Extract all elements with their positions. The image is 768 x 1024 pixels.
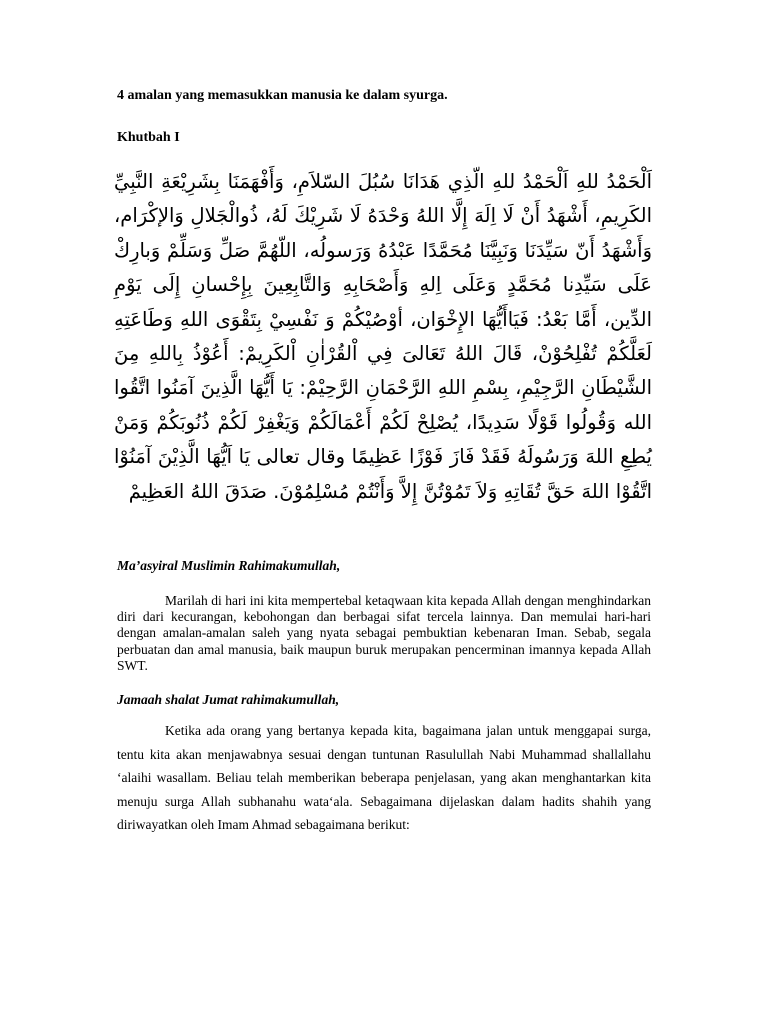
body-paragraph-1: Marilah di hari ini kita mempertebal ketaqwaan kita kepada Allah dengan menghindarkan diri dari kecurangan, kebohongan dan berbagai sifat tercela lainnya. Dan memulai hari-hari dengan amalan-amalan saleh yang nyata sebagai pembuktian kebenaran Iman. Sebab, segala perbuatan dan amal manusia, baik maupun buruk merupakan pencerminan imannya kepada Allah SWT. [117,593,651,673]
section-label: Khutbah I [117,130,180,145]
arabic-opening-text: اَلْحَمْدُ للهِ اَلْحَمْدُ للهِ الّذِي هَدَانَا سُبُلَ السّلاَمِ، وَأَفْهَمَنَا بِشَرِيْعَةِ النَّبِيِّ الكَرِيمِ، أَشْهَدُ أَنْ لَا اِلَهَ إِلَّا اللهُ وَحْدَهُ لَا شَرِيْكَ لَهُ، ذُوالْجَلالِ وَالإكْرَام، وَأَشْهَدُ أَنّ سَيِّدَنَا وَنَبِيَّنَا مُحَمَّدًا عَبْدُهُ وَرَسولُه، اللّهُمَّ صَلِّ وَسَلِّمْ وَبارِكْ عَلَى سَيِّدِنا مُحَمَّدٍ وَعَلَى اِلهِ وَأَصْحَابِهِ وَالتَّابِعِينَ بِإِحْسانِ إِلَى يَوْمِ الدِّين، أَمَّا بَعْدُ: فَيَاأَيُّهَا الإِخْوَان، أوْصُيْكُمْ وَ نَفْسِيْ بِتَقْوَى اللهِ وَطَاعَتِهِ لَعَلَّكُمْ تُفْلِحُوْنْ، قَالَ اللهُ تَعَالىَ فِي اْلقُرْاٰنِ اْلكَرِيمْ: أَعُوْذُ بِاللهِ مِنَ الشَّيْطَانِ الرَّجِيْمِ، بِسْمِ اللهِ الرَّحْمَانِ الرَّحِيْمْ: يَا أَيُّهَا الَّذِينَ آمَنُوا اتَّقُوا الله وَقُولُوا قَوْلًا سَدِيدًا، يُصْلِحْ لَكُمْ أَعْمَالَكُمْ وَيَغْفِرْ لَكُمْ ذُنُوبَكُمْ وَمَنْ يُطِعِ اللهَ وَرَسُولَهُ فَقَدْ فَازَ فَوْزًا عَظِيمًا وقال تعالى يَا اَيُّهَا الَّذِيْنَ آمَنُوْا اتَّقُوْا اللهَ حَقَّ تُقَاتِهِ وَلاَ تَمُوْتُنَّ إِلاَّ وَأَنْتُمْ مُسْلِمُوْنَ. صَدَقَ اللهُ العَظِيمْ [114,170,652,503]
body-paragraph-2: Ketika ada orang yang bertanya kepada kita, bagaimana jalan untuk menggapai surga, tentu kita akan menjawabnya sesuai dengan tuntunan Rasulullah Nabi Muhammad shallallahu ‘alaihi wasallam. Beliau telah memberikan beberapa penjelasan, yang akan menghantarkan kita menuju surga Allah subhanahu wata‘ala. Sebagaimana dijelaskan dalam hadits shahih yang diriwayatkan oleh Imam Ahmad sebagaimana berikut: [117,723,651,833]
document-title: 4 amalan yang memasukkan manusia ke dalam syurga. [117,88,448,103]
address-heading-2: Jamaah shalat Jumat rahimakumullah, [117,692,340,707]
address-heading-1: Ma’asyiral Muslimin Rahimakumullah, [117,558,341,573]
